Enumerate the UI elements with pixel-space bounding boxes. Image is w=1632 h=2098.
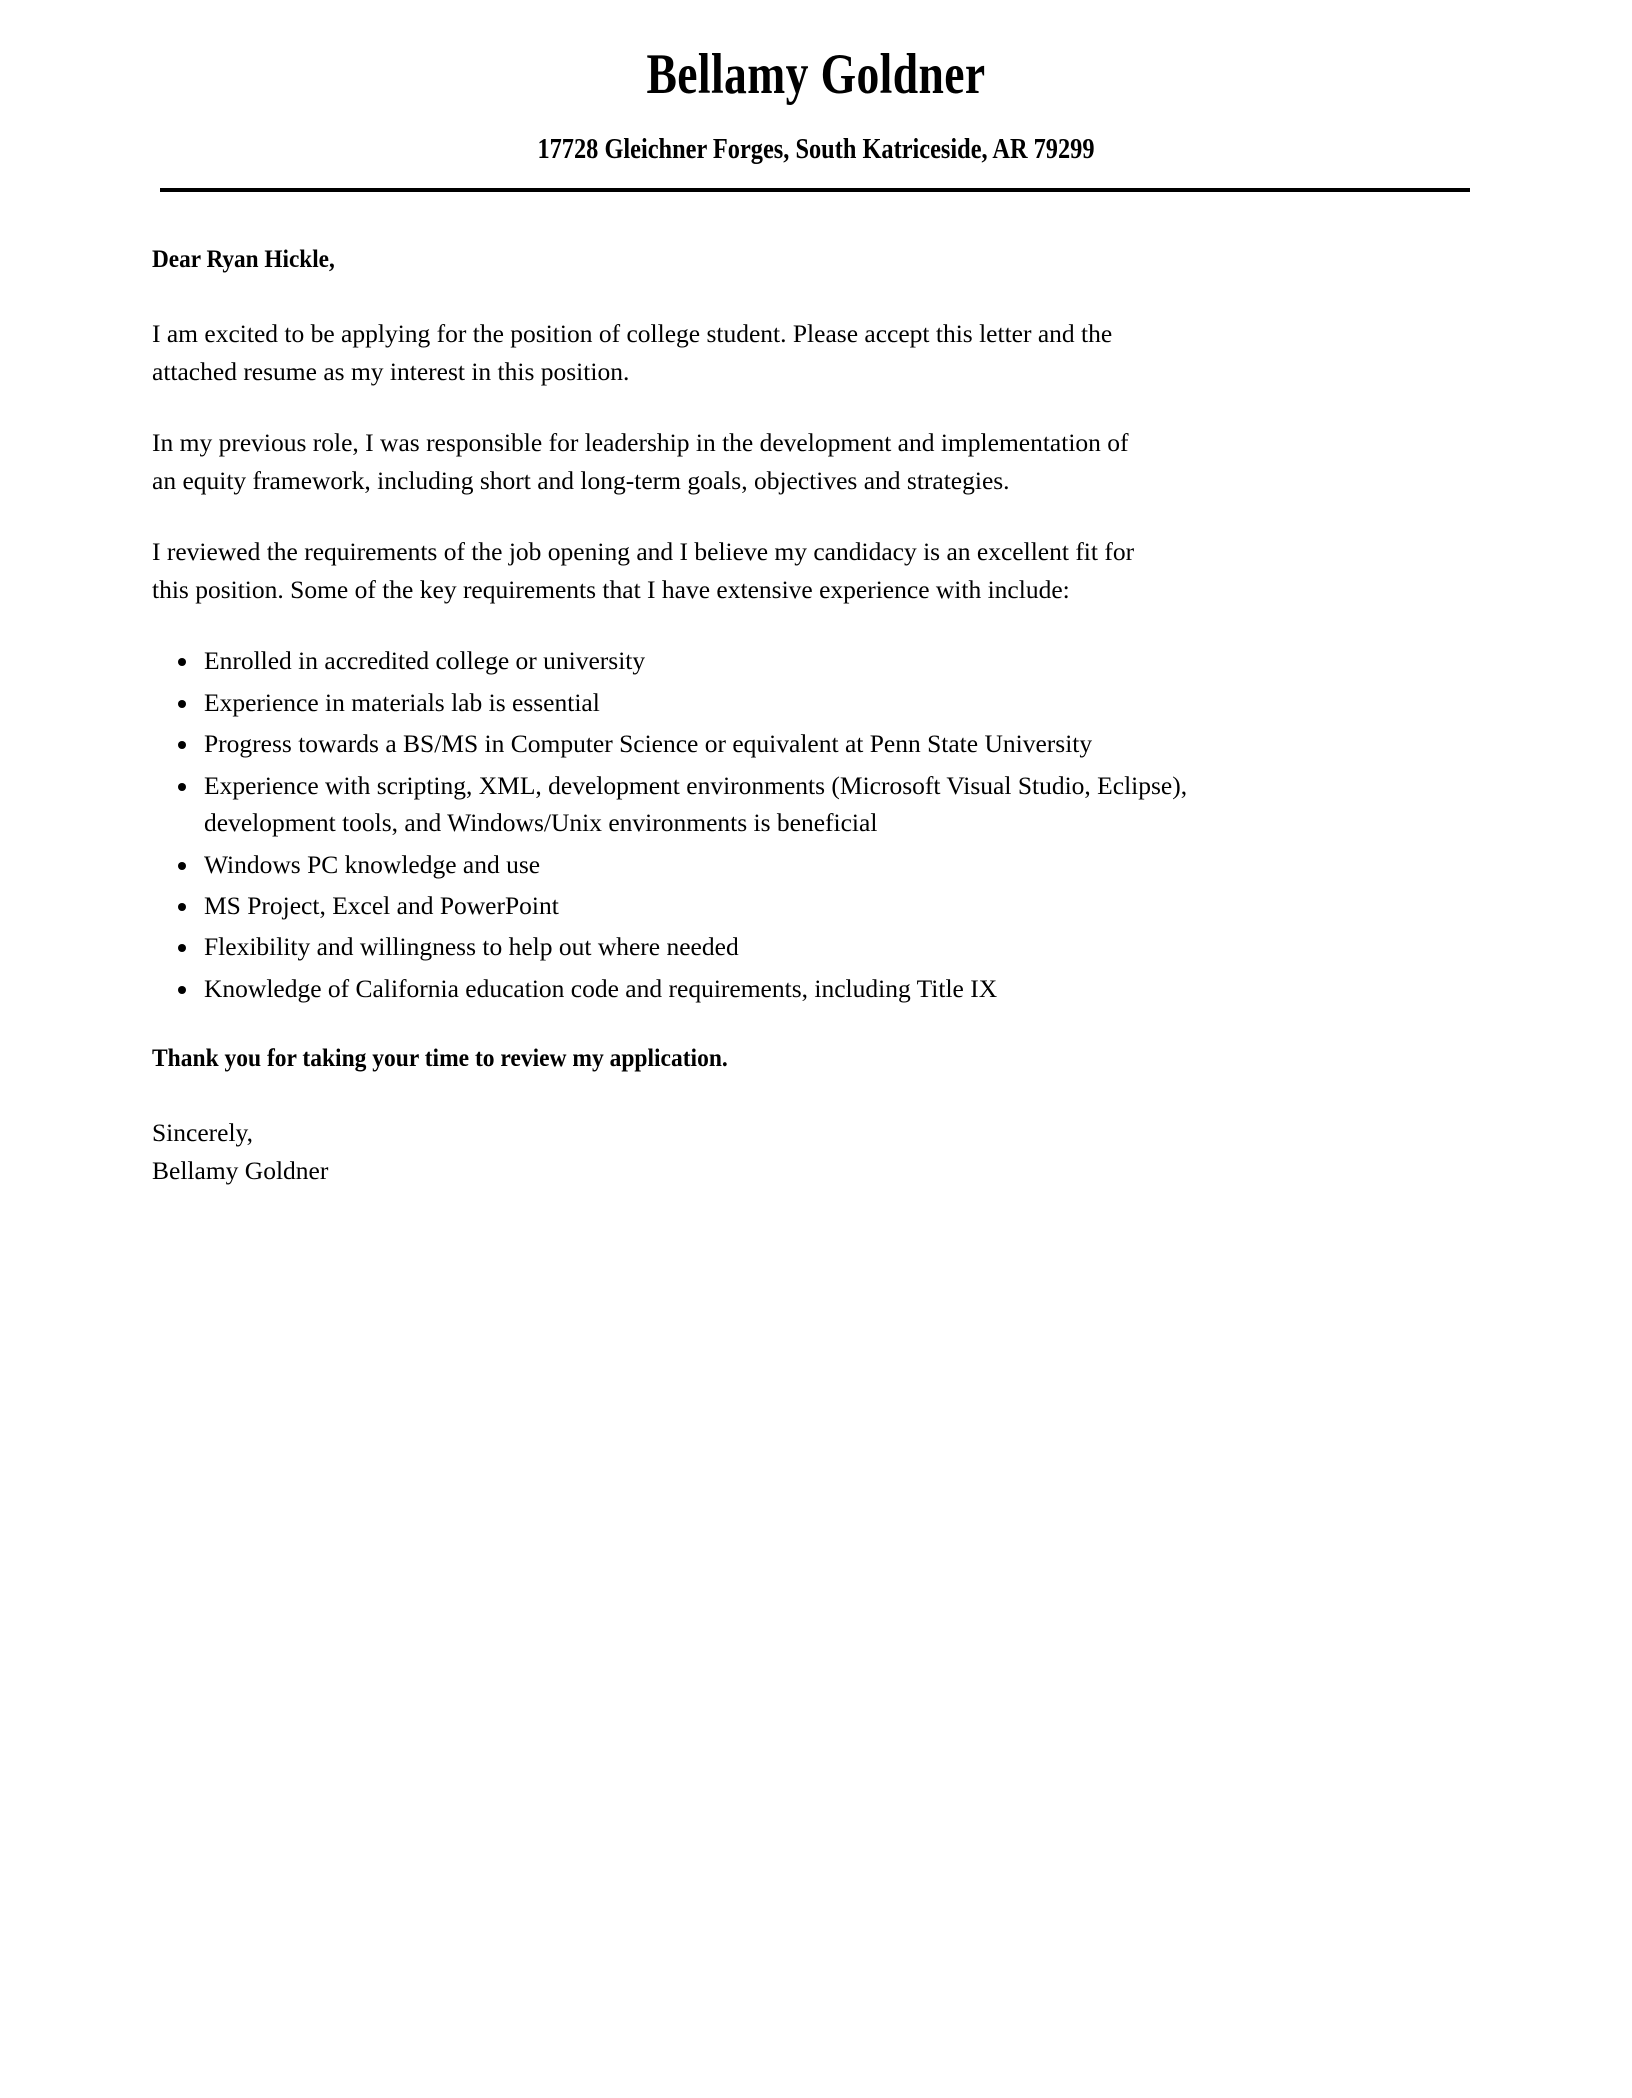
letter-body (152, 192, 1480, 1189)
letter-content (152, 0, 1480, 1189)
list-item: • Knowledge of California education code and requirements, including Title IX (200, 970, 1210, 1007)
paragraph-requirements-intro: I reviewed the requirements of the job opening and I believe my candidacy is an excellent fit for this position. Some of the key requirements that I have extensive experience with include: (152, 537, 1135, 604)
letterhead (152, 0, 1480, 192)
signature-name: Bellamy Goldner (152, 1155, 329, 1185)
list-item: • Flexibility and willingness to help out where needed (200, 928, 1210, 965)
applicant-name: Bellamy Goldner (646, 43, 986, 106)
closing-thanks: Thank you for taking your time to review my application. (152, 1045, 728, 1073)
list-item: • Experience in materials lab is essential (200, 684, 1210, 721)
requirements-list (152, 642, 1210, 1007)
list-item: • Enrolled in accredited college or university (200, 642, 1210, 679)
list-item: • Windows PC knowledge and use (200, 846, 1210, 883)
salutation: Dear Ryan Hickle, (152, 246, 335, 274)
list-item: • MS Project, Excel and PowerPoint (200, 887, 1210, 924)
list-item: • Progress towards a BS/MS in Computer Science or equivalent at Penn State University (200, 725, 1210, 762)
applicant-address: 17728 Gleichner Forges, South Katriceside, AR 79299 (537, 132, 1095, 165)
paragraph-previous-role: In my previous role, I was responsible for leadership in the development and implementation of an equity framework, including short and long-term goals, objectives and strategies. (152, 428, 1129, 495)
paragraph-intro: I am excited to be applying for the position of college student. Please accept this letter and the attached resume as my interest in this position. (152, 319, 1113, 386)
signoff-valediction: Sincerely, (152, 1118, 254, 1148)
list-item: • Experience with scripting, XML, development environments (Microsoft Visual Studio, Eclipse), development tools, and Windows/Unix environments is beneficial (200, 767, 1210, 842)
signoff-block (152, 1114, 1480, 1189)
